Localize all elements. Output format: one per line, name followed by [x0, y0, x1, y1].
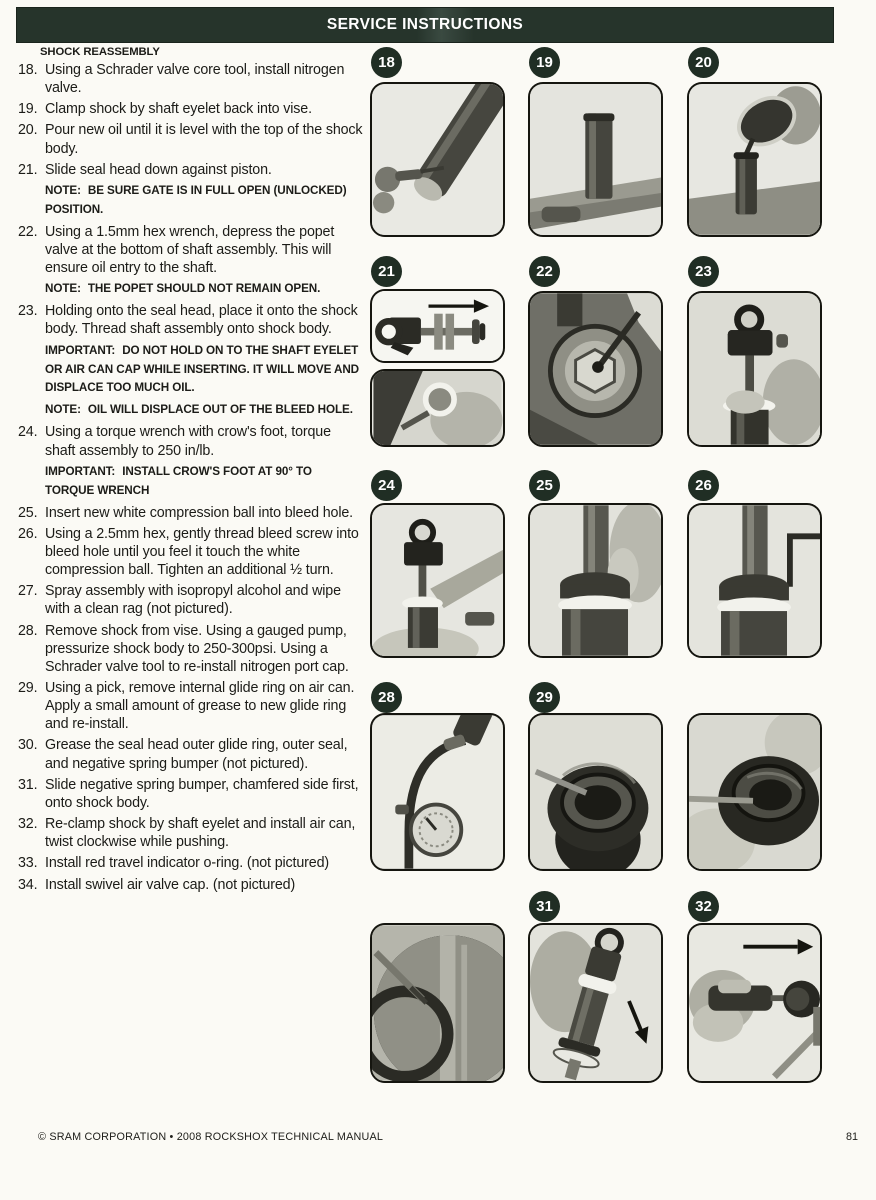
figure-badge-19: 19 — [529, 47, 560, 78]
photo-torque-wrench-illustration — [372, 505, 503, 656]
figure-badge-22: 22 — [529, 256, 560, 287]
page-title: SERVICE INSTRUCTIONS — [326, 16, 524, 33]
step-text: Slide negative spring bumper, chamfered side first, onto shock body. — [45, 776, 359, 811]
step-item-20 — [18, 121, 364, 157]
figure-badge-26: 26 — [688, 470, 719, 501]
note-popet — [45, 280, 364, 299]
step-text: Using a 1.5mm hex wrench, depress the popet valve at the bottom of shaft assembly. This will ensure oil entry to the shaft. — [45, 223, 335, 277]
figure-panel-19 — [528, 82, 663, 237]
figure-panel-20 — [687, 82, 822, 237]
note-text: DO NOT HOLD ON TO THE SHAFT EYELET OR AIR CAN CAP WHILE INSERTING. IT WILL MOVE AND DISPLACE TOO MUCH OIL. — [45, 343, 360, 395]
step-text: Insert new white compression ball into bleed hole. — [45, 504, 354, 521]
step-number: 34. — [18, 876, 38, 893]
photo-air-can-interior-close-up-illustration — [372, 925, 503, 1081]
figure-badge-23: 23 — [688, 256, 719, 287]
step-item-28 — [18, 622, 364, 676]
step-text: Spray assembly with isopropyl alcohol and wipe with a clean rag (not pictured). — [45, 583, 341, 618]
photo-seal-head-onto-body-illustration — [689, 293, 820, 445]
step-number: 28. — [18, 622, 38, 639]
figure-panel-21a — [370, 289, 505, 363]
figure-panel-30 — [370, 923, 505, 1083]
note-gate-open — [45, 182, 364, 220]
step-number: 29. — [18, 680, 38, 697]
note-text: INSTALL CROW'S FOOT AT 90° TO TORQUE WRENCH — [45, 464, 312, 497]
step-item-21 — [18, 161, 364, 179]
step-item-33 — [18, 854, 364, 872]
figure-panel-28 — [370, 713, 505, 871]
section-title: SHOCK REASSEMBLY — [40, 46, 160, 58]
important-crows-foot — [45, 463, 364, 501]
step-text: Grease the seal head outer glide ring, outer seal, and negative spring bumper (not pictured). — [45, 737, 348, 772]
photo-seal-head-installed-illustration — [372, 371, 503, 445]
step-item-23 — [18, 302, 364, 338]
figure-panel-24 — [370, 503, 505, 658]
photo-compression-ball-illustration — [530, 505, 661, 656]
figure-panel-31 — [528, 923, 663, 1083]
step-number: 32. — [18, 816, 38, 833]
step-item-18 — [18, 61, 364, 97]
step-number: 31. — [18, 776, 38, 793]
step-text: Pour new oil until it is level with the top of the shock body. — [45, 122, 363, 157]
figure-panel-29 — [528, 713, 663, 871]
step-number: 26. — [18, 525, 38, 542]
figure-panel-21b — [370, 369, 505, 447]
step-number: 33. — [18, 855, 38, 872]
figure-badge-29: 29 — [529, 682, 560, 713]
step-text: Install swivel air valve cap. (not pictured) — [45, 876, 296, 893]
photo-gauged-pump-illustration — [372, 715, 503, 869]
step-item-32 — [18, 815, 364, 851]
step-text: Clamp shock by shaft eyelet back into vise. — [45, 101, 312, 118]
step-number: 23. — [18, 303, 38, 320]
note-label: IMPORTANT: — [45, 343, 116, 357]
step-text: Using a 2.5mm hex, gently thread bleed screw into bleed hole until you feel it touch the white compression ball. Tighten an additional ½ turn. — [45, 525, 359, 579]
step-number: 25. — [18, 504, 38, 521]
shaft-assembly-diagram — [372, 291, 503, 361]
step-item-31 — [18, 776, 364, 812]
photo-pour-oil-illustration — [689, 84, 820, 235]
note-label: NOTE: — [45, 183, 81, 197]
step-text: Re-clamp shock by shaft eyelet and install air can, twist clockwise while pushing. — [45, 816, 356, 851]
step-item-27 — [18, 582, 364, 618]
step-item-26 — [18, 525, 364, 579]
step-number: 20. — [18, 122, 38, 139]
step-text: Slide seal head down against piston. — [45, 161, 272, 178]
step-item-34 — [18, 876, 364, 894]
figure-badge-25: 25 — [529, 470, 560, 501]
figure-badge-31: 31 — [529, 891, 560, 922]
photo-glide-ring-reinstall-illustration — [689, 715, 820, 869]
note-text: BE SURE GATE IS IN FULL OPEN (UNLOCKED) POSITION. — [45, 183, 347, 216]
step-number: 19. — [18, 101, 38, 118]
footer-copyright: © SRAM CORPORATION • 2008 ROCKSHOX TECHNICAL MANUAL — [38, 1131, 384, 1143]
step-item-19 — [18, 100, 364, 118]
photo-install-air-can-illustration — [689, 925, 820, 1081]
photo-bleed-screw-hex-illustration — [689, 505, 820, 656]
step-number: 21. — [18, 161, 38, 178]
step-item-22 — [18, 223, 364, 277]
note-text: OIL WILL DISPLACE OUT OF THE BLEED HOLE. — [87, 403, 353, 417]
step-text: Using a pick, remove internal glide ring on air can. Apply a small amount of grease to new glide ring and re-install. — [45, 680, 355, 733]
note-label: NOTE: — [45, 403, 81, 417]
figure-badge-21: 21 — [371, 256, 402, 287]
step-text: Using a torque wrench with crow's foot, torque shaft assembly to 250 in/lb. — [45, 424, 331, 459]
step-item-25 — [18, 504, 364, 522]
figure-badge-28: 28 — [371, 682, 402, 713]
figure-panel-23 — [687, 291, 822, 447]
figure-badge-18: 18 — [371, 47, 402, 78]
figure-badge-32: 32 — [688, 891, 719, 922]
step-text: Install red travel indicator o-ring. (not pictured) — [45, 855, 329, 872]
step-number: 30. — [18, 737, 38, 754]
header-bar — [17, 8, 833, 42]
note-label: NOTE: — [45, 282, 81, 296]
photo-negative-spring-bumper-illustration — [530, 925, 661, 1081]
figure-badge-24: 24 — [371, 470, 402, 501]
photo-valve-tool-illustration — [372, 84, 503, 235]
step-number: 18. — [18, 62, 38, 78]
step-text: Using a Schrader valve core tool, install nitrogen valve. — [45, 62, 345, 97]
photo-pick-glide-ring-illustration — [530, 715, 661, 869]
step-number: 24. — [18, 424, 38, 441]
figure-panel-25 — [528, 503, 663, 658]
figure-panel-18 — [370, 82, 505, 237]
step-number: 22. — [18, 223, 38, 240]
photo-popet-valve-top-view-illustration — [530, 293, 661, 445]
instruction-list — [18, 61, 364, 897]
step-text: Remove shock from vise. Using a gauged pump, pressurize shock body to 250-300psi. Using a Schrader valve tool to re-install nitrogen port cap. — [45, 622, 349, 675]
step-item-30 — [18, 736, 364, 772]
step-number: 27. — [18, 583, 38, 600]
note-text: THE POPET SHOULD NOT REMAIN OPEN. — [87, 282, 321, 296]
footer-page-number: 81 — [845, 1131, 858, 1143]
figure-badge-20: 20 — [688, 47, 719, 78]
note-oil-displace — [45, 401, 364, 420]
step-text: Holding onto the seal head, place it onto the shock body. Thread shaft assembly onto shock body. — [45, 303, 358, 338]
step-item-24 — [18, 423, 364, 459]
figure-panel-29b — [687, 713, 822, 871]
figure-panel-26 — [687, 503, 822, 658]
figure-panel-22 — [528, 291, 663, 447]
step-item-29 — [18, 679, 364, 733]
note-label: IMPORTANT: — [45, 464, 116, 478]
photo-shock-in-vise-illustration — [530, 84, 661, 235]
figure-panel-32 — [687, 923, 822, 1083]
important-do-not-hold — [45, 342, 364, 399]
